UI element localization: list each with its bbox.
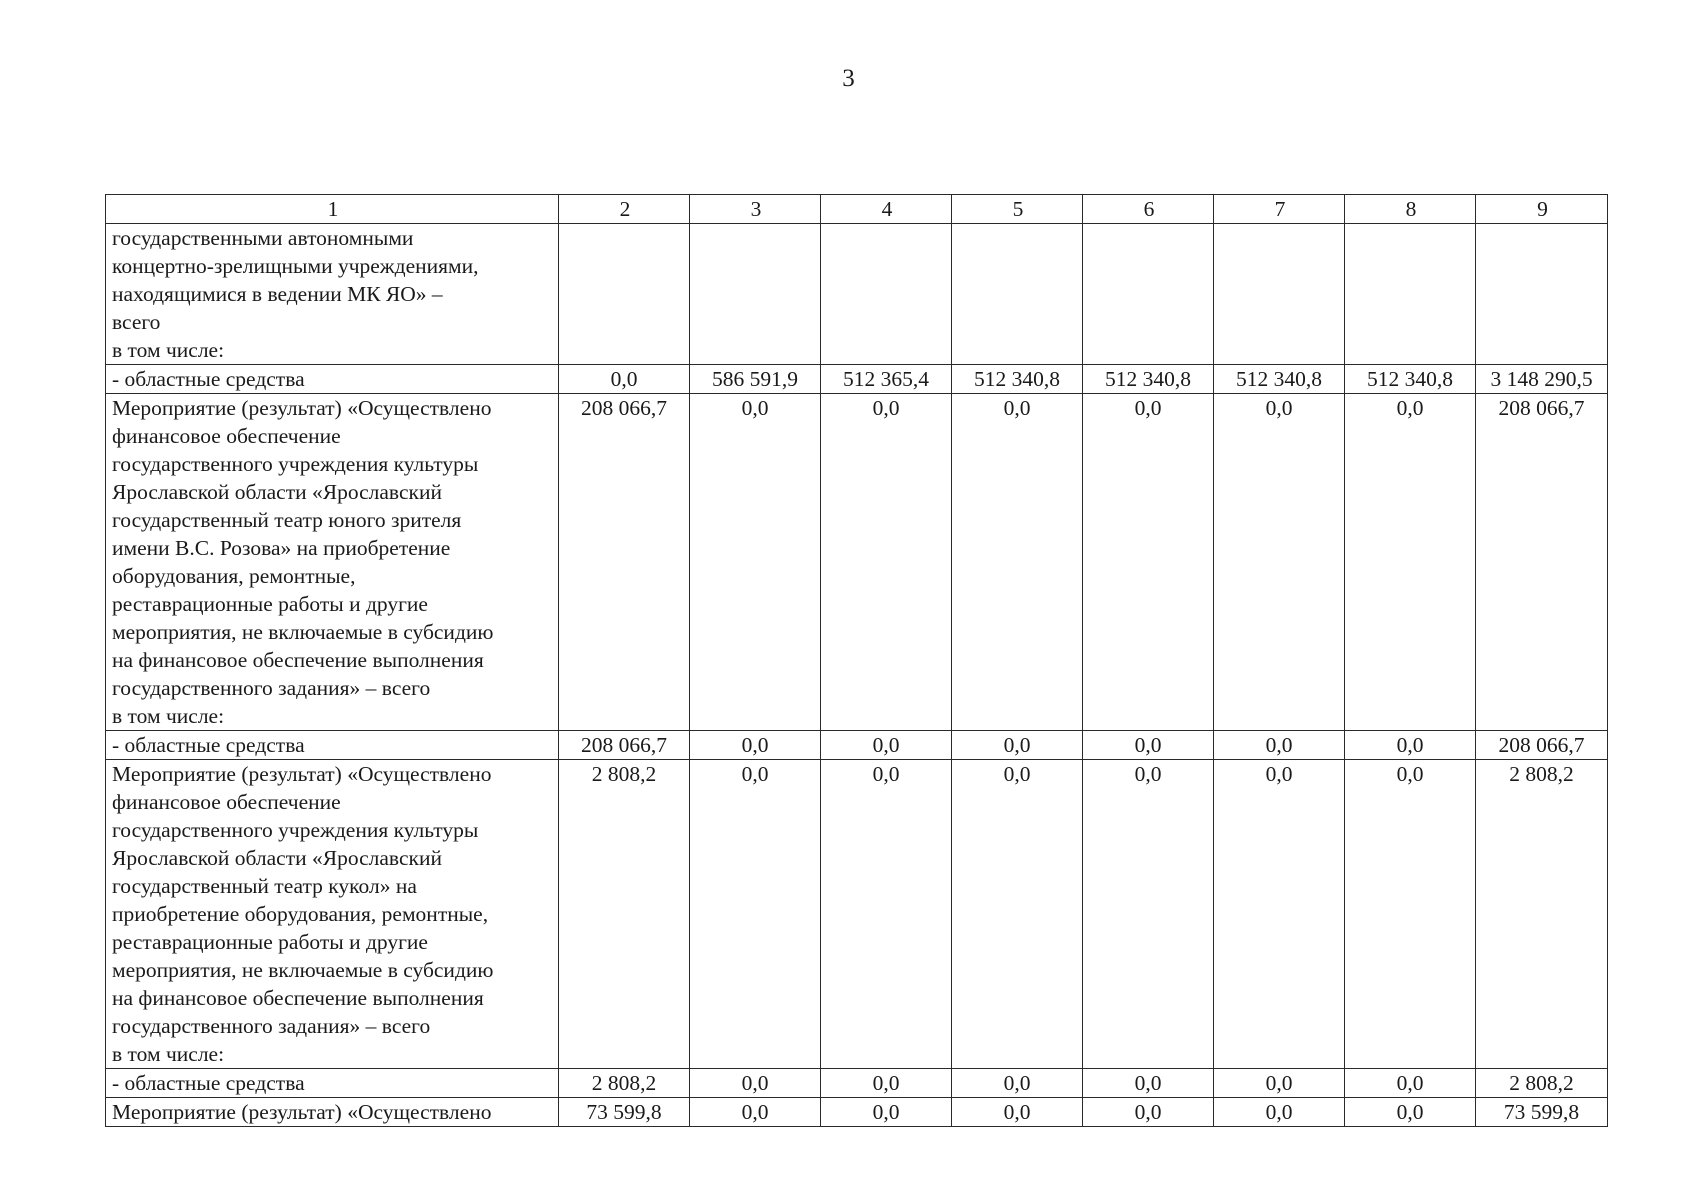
description-line: Ярославской области «Ярославский [112, 480, 442, 504]
description-line: приобретение оборудования, ремонтные, [112, 902, 489, 926]
description-line: - областные средства [112, 367, 305, 391]
value-cell: 0,0 [1345, 1098, 1476, 1127]
value-cell: 0,0 [690, 1098, 821, 1127]
value-cell: 0,0 [1345, 394, 1476, 731]
description-line: мероприятия, не включаемые в субсидию [112, 958, 494, 982]
value-cell: 0,0 [821, 1098, 952, 1127]
value-cell: 0,0 [1083, 394, 1214, 731]
column-number-cell: 5 [952, 195, 1083, 224]
description-line: оборудования, ремонтные, [112, 564, 356, 588]
description-line: в том числе: [112, 704, 225, 728]
table-row [106, 731, 1608, 760]
row-description [106, 365, 559, 394]
table-row [106, 394, 1608, 731]
value-cell: 2 808,2 [1476, 760, 1608, 1069]
description-line: реставрационные работы и другие [112, 930, 428, 954]
value-cell: 208 066,7 [1476, 731, 1608, 760]
row-description [106, 1069, 559, 1098]
description-line: Мероприятие (результат) «Осуществлено [112, 762, 492, 786]
value-cell: 0,0 [1214, 1098, 1345, 1127]
row-description [106, 1098, 559, 1127]
row-description [106, 394, 559, 731]
value-cell: 0,0 [1214, 394, 1345, 731]
value-cell: 0,0 [690, 1069, 821, 1098]
value-cell: 0,0 [690, 394, 821, 731]
description-line: государственными автономными [112, 226, 414, 250]
value-cell: 0,0 [690, 731, 821, 760]
column-number-cell: 3 [690, 195, 821, 224]
value-cell: 0,0 [1345, 760, 1476, 1069]
description-line: - областные средства [112, 1071, 305, 1095]
table-body [106, 195, 1608, 1127]
value-cell: 0,0 [1214, 760, 1345, 1069]
value-cell: 0,0 [1083, 760, 1214, 1069]
value-cell: 0,0 [952, 1098, 1083, 1127]
description-line: имени В.С. Розова» на приобретение [112, 536, 451, 560]
value-cell: 208 066,7 [559, 394, 690, 731]
value-cell: 512 340,8 [1083, 365, 1214, 394]
page-number: 3 [842, 65, 855, 92]
column-number-cell: 7 [1214, 195, 1345, 224]
description-line: государственный театр юного зрителя [112, 508, 462, 532]
column-number-cell: 1 [106, 195, 559, 224]
value-cell: 512 340,8 [952, 365, 1083, 394]
value-cell: 73 599,8 [1476, 1098, 1608, 1127]
description-line: Мероприятие (результат) «Осуществлено [112, 396, 492, 420]
description-line: мероприятия, не включаемые в субсидию [112, 620, 494, 644]
value-cell: 208 066,7 [559, 731, 690, 760]
table-row [106, 1098, 1608, 1127]
table-row [106, 224, 1608, 365]
budget-table [105, 194, 1608, 1127]
value-cell: 0,0 [952, 1069, 1083, 1098]
column-number-cell: 2 [559, 195, 690, 224]
value-cell: 3 148 290,5 [1476, 365, 1608, 394]
description-line: финансовое обеспечение [112, 790, 341, 814]
description-line: государственного задания» – всего [112, 676, 431, 700]
description-line: государственного учреждения культуры [112, 818, 479, 842]
value-cell: 73 599,8 [559, 1098, 690, 1127]
column-number-cell: 8 [1345, 195, 1476, 224]
description-line: на финансовое обеспечение выполнения [112, 986, 484, 1010]
row-description [106, 731, 559, 760]
table-row [106, 1069, 1608, 1098]
description-line: - областные средства [112, 733, 305, 757]
table-row [106, 365, 1608, 394]
value-cell: 0,0 [1214, 1069, 1345, 1098]
value-cell [1083, 224, 1214, 365]
row-description [106, 224, 559, 365]
value-cell: 0,0 [821, 394, 952, 731]
column-number-cell: 9 [1476, 195, 1608, 224]
value-cell: 512 365,4 [821, 365, 952, 394]
value-cell: 0,0 [821, 731, 952, 760]
value-cell: 0,0 [821, 1069, 952, 1098]
value-cell [821, 224, 952, 365]
value-cell: 0,0 [690, 760, 821, 1069]
value-cell: 0,0 [1345, 731, 1476, 760]
value-cell: 0,0 [952, 394, 1083, 731]
value-cell: 208 066,7 [1476, 394, 1608, 731]
value-cell: 0,0 [952, 731, 1083, 760]
description-line: Мероприятие (результат) «Осуществлено [112, 1100, 492, 1124]
value-cell: 0,0 [1083, 731, 1214, 760]
value-cell: 2 808,2 [559, 760, 690, 1069]
column-number-cell: 6 [1083, 195, 1214, 224]
value-cell: 2 808,2 [559, 1069, 690, 1098]
value-cell: 586 591,9 [690, 365, 821, 394]
value-cell [1476, 224, 1608, 365]
description-line: государственного задания» – всего [112, 1014, 431, 1038]
value-cell: 0,0 [821, 760, 952, 1069]
description-line: находящимися в ведении МК ЯО» – [112, 282, 443, 306]
description-line: всего [112, 310, 161, 334]
value-cell: 2 808,2 [1476, 1069, 1608, 1098]
description-line: финансовое обеспечение [112, 424, 341, 448]
value-cell: 0,0 [1345, 1069, 1476, 1098]
value-cell: 0,0 [1083, 1069, 1214, 1098]
description-line: государственного учреждения культуры [112, 452, 479, 476]
value-cell [952, 224, 1083, 365]
description-line: государственный театр кукол» на [112, 874, 417, 898]
description-line: концертно-зрелищными учреждениями, [112, 254, 479, 278]
description-line: в том числе: [112, 1042, 225, 1066]
value-cell: 512 340,8 [1345, 365, 1476, 394]
value-cell [690, 224, 821, 365]
column-number-row [106, 195, 1608, 224]
value-cell: 0,0 [1214, 731, 1345, 760]
value-cell: 512 340,8 [1214, 365, 1345, 394]
row-description [106, 760, 559, 1069]
description-line: реставрационные работы и другие [112, 592, 428, 616]
description-line: Ярославской области «Ярославский [112, 846, 442, 870]
column-number-cell: 4 [821, 195, 952, 224]
description-line: на финансовое обеспечение выполнения [112, 648, 484, 672]
table-row [106, 760, 1608, 1069]
value-cell: 0,0 [1083, 1098, 1214, 1127]
value-cell: 0,0 [559, 365, 690, 394]
value-cell [559, 224, 690, 365]
value-cell: 0,0 [952, 760, 1083, 1069]
description-line: в том числе: [112, 338, 225, 362]
value-cell [1214, 224, 1345, 365]
value-cell [1345, 224, 1476, 365]
